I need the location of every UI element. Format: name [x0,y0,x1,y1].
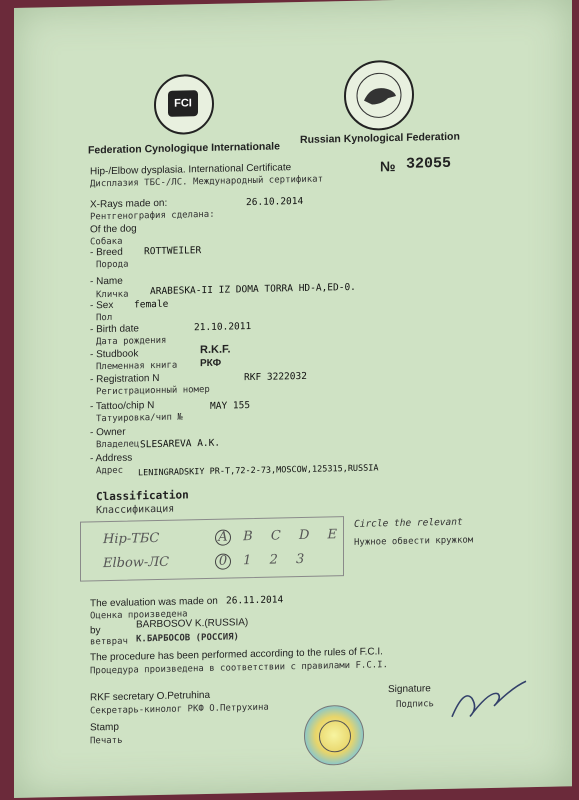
evaluation-made-ru: Оценка произведена [90,609,188,622]
sex-label-ru: Пол [96,312,113,324]
rules-en: The procedure has been performed according to the rules of F.C.I. [90,646,383,664]
studbook-value-ru: РКФ [200,357,222,370]
elbow-grades [215,552,304,570]
elbow-grade-2[interactable]: 2 [269,552,278,568]
evaluation-date: 26.11.2014 [226,594,284,607]
elbow-label: Elbow-ЛС [103,554,170,572]
tattoo-label-ru: Татуировка/чип № [96,412,183,425]
evaluation-by-en: by [90,625,101,637]
stamp-ru: Печать [90,735,123,747]
name-label-ru: Кличка [96,289,129,301]
classification-title-en: Classification [96,488,189,504]
secretary-en: RKF secretary O.Petruhina [90,689,211,704]
tattoo-label-en: - Tattoo/chip N [90,400,155,413]
signature-ru: Подпись [396,699,434,710]
evaluation-made-en: The evaluation was made on [90,595,218,610]
elbow-grade-0[interactable]: 0 [215,553,231,569]
rules-ru: Процедура произведена в соответствии с правилами F.C.I. [90,660,389,677]
xray-label-en: X-Rays made on: [90,197,168,211]
birth-label-en: - Birth date [90,323,139,336]
address-label-en: - Address [90,452,133,465]
elbow-grade-3[interactable]: 3 [295,551,305,568]
hip-grade-a[interactable]: A [215,529,231,545]
hip-grade-c[interactable]: C [270,528,281,544]
xray-date: 26.10.2014 [246,195,304,209]
name-value: ARABESKA-II IZ DOMA TORRA HD-A,ED-0. [150,281,356,298]
fci-logo [154,74,214,135]
circle-hint-ru: Нужное обвести кружком [354,535,474,548]
right-org: Russian Kynological Federation [300,130,460,147]
signature-scribble-icon [442,667,532,729]
elbow-grade-1[interactable]: 1 [243,553,252,569]
fci-logo-text: FCI [168,90,198,117]
owner-label-ru: Владелец [96,439,140,451]
circle-hint-en: Circle the relevant [354,516,463,530]
owner-label-en: - Owner [90,426,126,439]
evaluation-by-ru: ветврач [90,636,128,648]
owner-value: SLESAREVA A.K. [140,437,221,451]
hip-grade-d[interactable]: D [298,527,310,544]
hip-grades [215,527,337,546]
dog-label-ru: Собака [90,236,123,248]
cert-number: 32055 [406,154,452,173]
registration-label-ru: Регистрационный номер [96,384,210,398]
hip-grade-b[interactable]: B [243,528,253,545]
sex-value: female [134,298,169,311]
left-org: Federation Cynologique Internationale [88,140,280,157]
dog-label-en: Of the dog [90,223,137,236]
sex-label-en: - Sex [90,299,114,312]
name-label-en: - Name [90,275,123,288]
registration-label-en: - Registration N [90,372,160,386]
studbook-label-ru: Племенная книга [96,360,178,373]
dog-head-icon [346,62,412,129]
birth-label-ru: Дата рождения [96,335,167,348]
registration-value: RKF 3222032 [244,370,307,384]
address-label-ru: Адрес [96,465,124,477]
studbook-value: R.K.F. [200,343,231,357]
xray-label-ru: Рентгенография сделана: [90,209,215,223]
vet-name-en: BARBOSOV K.(RUSSIA) [136,617,249,631]
tattoo-value: MAY 155 [210,400,251,412]
hologram-seal-icon [304,705,364,766]
vet-name-ru: К.БАРБОСОВ (РОССИЯ) [136,632,239,645]
cert-title-en: Hip-/Elbow dysplasia. International Certificate [90,162,292,178]
signature-en: Signature [388,683,431,696]
cert-title-ru: Дисплазия ТБС-/ЛС. Международный сертификат [90,174,323,190]
hip-grade-e[interactable]: E [327,527,338,543]
classification-box [80,516,344,582]
birth-value: 21.10.2011 [194,321,252,334]
stamp-en: Stamp [90,721,119,734]
breed-value: ROTTWEILER [144,245,202,258]
rkf-logo [344,60,414,131]
certificate-page [14,0,572,798]
breed-label-ru: Порода [96,259,129,271]
breed-label-en: - Breed [90,246,123,259]
classification-title-ru: Классификация [96,503,175,517]
secretary-ru: Секретарь-кинолог РКФ О.Петрухина [90,702,269,717]
hip-label: Hip-ТБС [103,530,160,548]
address-value: LENINGRADSKIY PR-T,72-2-73,MOSCOW,125315,RUSSIA [138,463,379,479]
studbook-label-en: - Studbook [90,348,139,361]
cert-number-label: № [380,158,396,175]
